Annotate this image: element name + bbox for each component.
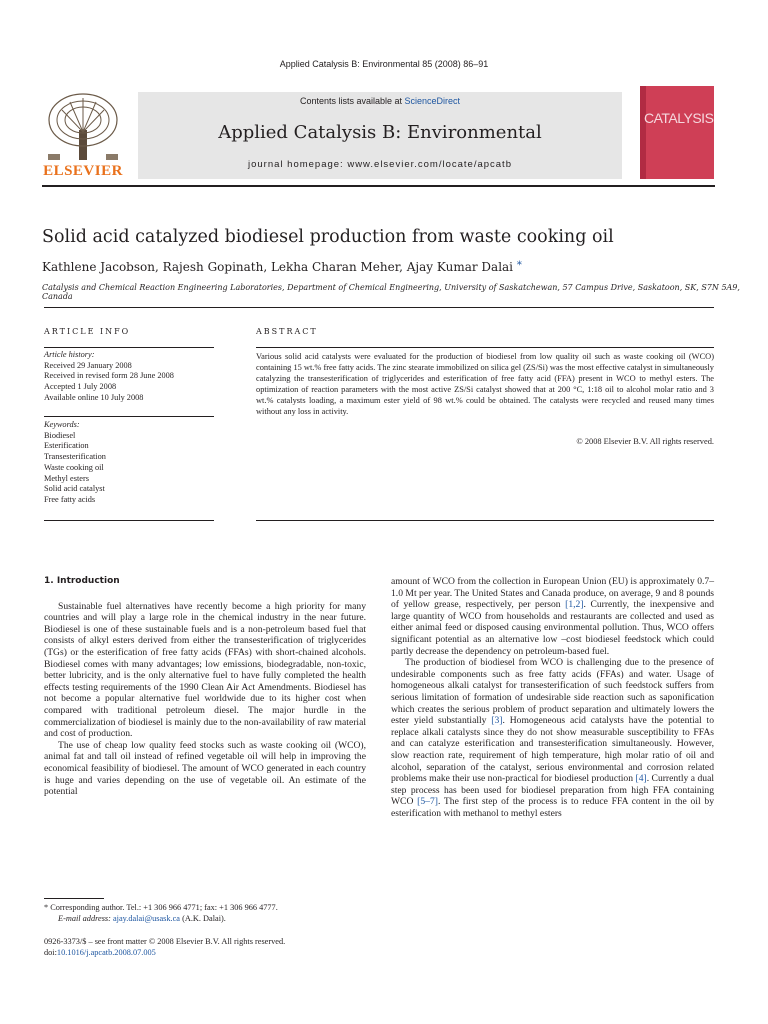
doi-link[interactable]: 10.1016/j.apcatb.2008.07.005 [56,948,156,957]
journal-homepage[interactable]: journal homepage: www.elsevier.com/locate/apcatb [248,159,512,170]
citation-link[interactable]: [5–7] [417,796,438,808]
keyword: Solid acid catalyst [44,484,105,494]
info-bottom-rule [44,520,214,521]
citation-link[interactable]: [3] [491,715,503,727]
keyword: Transesterification [44,452,106,462]
header-rule [42,185,715,187]
citation-link[interactable]: [1,2] [565,599,584,611]
left-column [44,576,366,798]
keywords-rule [44,416,214,417]
journal-cover [640,86,714,179]
affiliation: Catalysis and Chemical Reaction Engineering Laboratories, Department of Chemical Engineering, University of Saskatchewan, 57 Campus Drive, Saskatoon, SK, S7N 5A9, Canada [42,283,740,301]
journal-reference: Applied Catalysis B: Environmental 85 (2008) 86–91 [279,59,489,69]
email-link[interactable]: ajay.dalai@usask.ca [113,913,180,923]
citation-link[interactable]: [4] [635,773,647,785]
journal-banner [138,92,622,179]
section-rule [44,307,714,308]
abstract-rule [256,347,714,348]
sciencedirect-link[interactable]: ScienceDirect [404,96,461,106]
paragraph: The use of cheap low quality feed stocks such as waste cooking oil (WCO), animal fat and tall oil instead of refined vegetable oil will help in improving the economical feasibility of biodiesel. The amount of WCO generated in each country is huge and varies depending on the use of vegetable oil. An estimate of the potential [44,739,366,798]
footnote-rule [44,898,104,899]
info-rule [44,347,214,348]
doi-line: doi:10.1016/j.apcatb.2008.07.005 [44,948,156,957]
paragraph: The production of biodiesel from WCO is challenging due to the presence of undesirable components such as free fatty acids (FFAs) and water. Usage of homogeneous alkali catalyst for transesterification of such feedstock suffers from serious limitation of formation of undesirable side reaction such as saponification which creates the serious problem of product separation and ultimately lowers the ester yield substantially [3]. Homogeneous acid catalysts have the potential to replace alkali catalysts since they do not show measurable susceptibility to FFAs and can catalyze esterification and transesterification simultaneously. However, slow reaction rate, requirement of high temperature, high molar ratio of oil and alcohol, separation of the catalyst, serious environmental and corrosion related problems make their use non-practical for biodiesel production [4]. Currently a dual step process has been used for biodiesel preparation from high FFA containing WCO [5–7]. The first step of the process is to reduce FFA content in the oil by esterification with methanol to methyl esters [391,657,714,819]
right-column [391,576,714,819]
issn-line: 0926-3373/$ – see front matter © 2008 Elsevier B.V. All rights reserved. [44,937,286,946]
contents-line: Contents lists available at ScienceDirect [299,96,461,106]
paragraph: Sustainable fuel alternatives have recently become a high priority for many countries and will play a large role in the chemical industry in the near future. Biodiesel is one of these sustainable fuels and is a non-petroleum based fuel that consists of alkyl esters derived from either the transesterification of triglycerides (TGs) or the esterification of free fatty acids (FFAs) with short-chained alcohols. Biodiesel comes with many advantages; low emissions, biodegradable, non-toxic, better lubricity, and is the only alternative fuel to have fully completed the health effects testing requirements of the 1990 Clean Air Act Amendments. Biodiesel has not become a popular alternative fuel worldwide due to its higher cost when compared with traditional petroleum diesel. The major hurdle in the commercialization of biodiesel is mainly due to the non-availability of raw material and cost of production. [44,600,366,740]
abstract-heading: ABSTRACT [256,327,318,336]
corresponding-author-mark[interactable]: * [516,260,522,271]
cover-title: CATALYSIS [644,110,714,126]
article-info-heading: ARTICLE INFO [44,327,131,336]
footnote: * Corresponding author. Tel.: +1 306 966 4771; fax: +1 306 966 4777. E-mail address: ajay.dalai@usask.ca (A.K. Dalai). [44,903,278,923]
keyword: Methyl esters [44,473,89,483]
keyword: Biodiesel [44,430,76,440]
elsevier-logo [42,92,124,180]
keyword: Free fatty acids [44,494,96,504]
author-list: Kathlene Jacobson, Rajesh Gopinath, Lekha Charan Meher, Ajay Kumar Dalai * [42,260,522,274]
abstract-text: Various solid acid catalysts were evaluated for the production of biodiesel from low quality oil such as waste cooking oil (WCO) containing 15 wt.% free fatty acids. The zinc stearate immobilized on silica gel (ZS/Si) was the most effective catalyst in simultaneously catalyzing the transesterification of triglycerides and esterification of free fatty acid (FFA) present in WCO to methyl esters. The optimization of reaction parameters with the most active ZS/Si catalyst showed that at 200 °C, 1:18 oil to alcohol molar ratio and 3 wt.% catalysts loading, a maximum ester yield of 98 wt.% could be obtained. The catalysts were recycled and reused many times without any loss in activity. [256,352,714,417]
keyword: Esterification [44,441,89,451]
keyword: Waste cooking oil [44,462,104,472]
article-history: Article history: Received 29 January 2008 Received in revised form 28 June 2008 Accepted 1 July 2008 Available online 10 July 2008 [44,350,174,402]
article-title: Solid acid catalyzed biodiesel production from waste cooking oil [42,227,614,247]
abstract-bottom-rule [256,520,714,521]
copyright: © 2008 Elsevier B.V. All rights reserved. [576,437,714,446]
keywords: Keywords: Biodiesel Esterification Transesterification Waste cooking oil Methyl esters Solid acid catalyst Free fatty acids [44,420,106,504]
publisher-name: ELSEVIER [43,163,123,179]
section-heading: 1. Introduction [44,576,120,586]
paragraph: amount of WCO from the collection in European Union (EU) is approximately 0.7–1.0 Mt per year. The United States and Canada produce, on average, 9 and 8 pounds of yellow grease, respectively, per person [1,2]. Currently, the inexpensive and large quantity of WCO from households and restaurants are collected and used as either animal feed or disposed causing environmental pollution. Thus, WCO offers significant potential as an alternative low –cost biodiesel feedstock which could partly decrease the dependency on petroleum-based fuel. [391,576,714,657]
journal-title: Applied Catalysis B: Environmental [218,122,542,143]
